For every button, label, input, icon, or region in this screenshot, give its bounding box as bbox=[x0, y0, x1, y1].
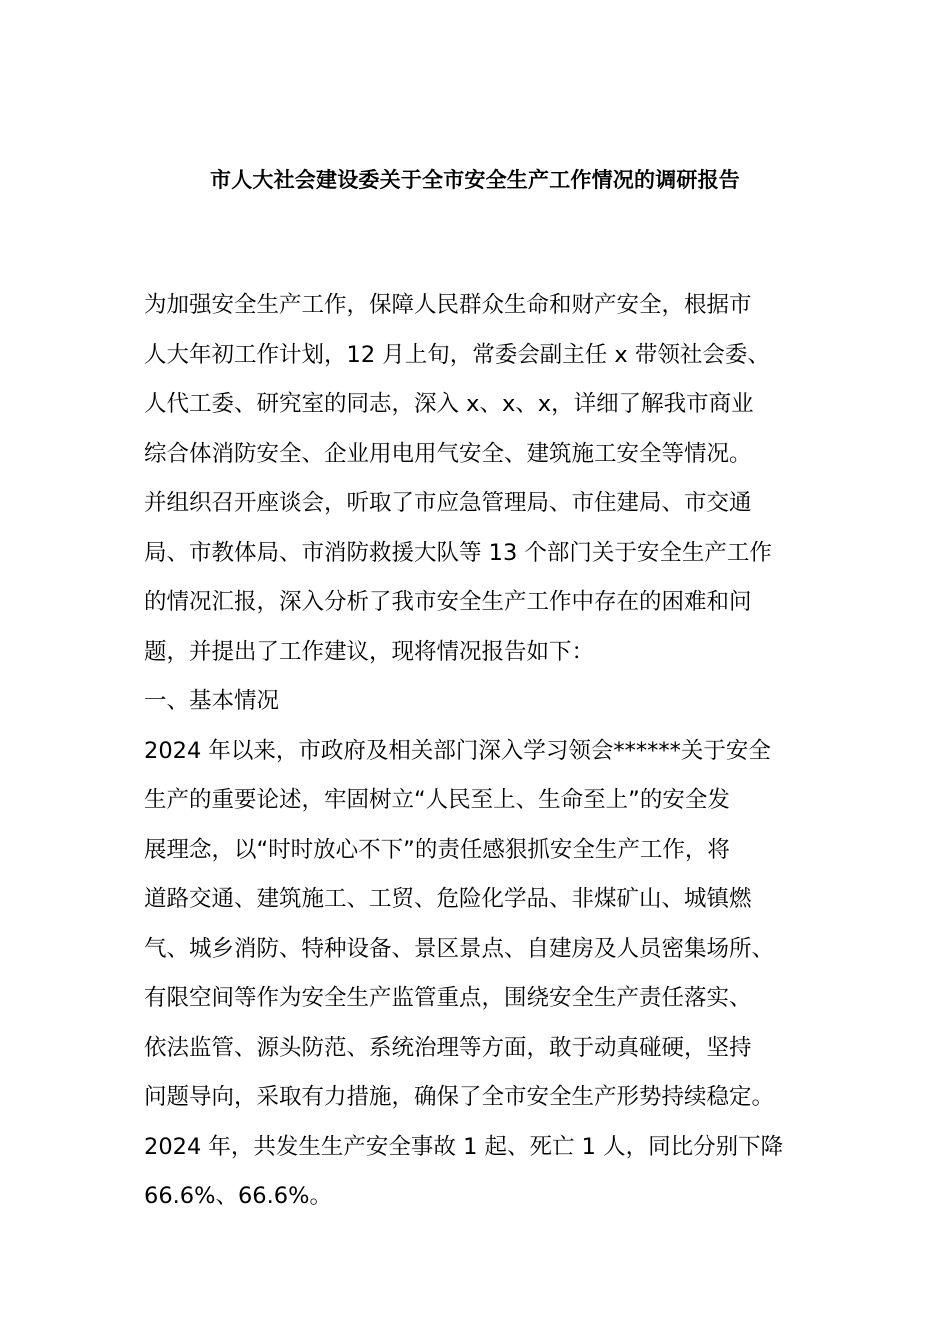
body-line: 并组织召开座谈会，听取了市应急管理局、市住建局、市交通 bbox=[144, 490, 752, 516]
body-line: 依法监管、源头防范、系统治理等方面，敢于动真碰硬，坚持 bbox=[144, 1034, 752, 1061]
document-body bbox=[144, 281, 824, 1222]
body-line: 生产的重要论述，牢固树立“人民至上、生命至上”的安全发 bbox=[144, 787, 730, 813]
body-line: 人大年初工作计划，12 月上旬，常委会副主任 x 带领社会委、 bbox=[144, 341, 770, 368]
body-line: 有限空间等作为安全生产监管重点，围绕安全生产责任落实、 bbox=[144, 985, 752, 1011]
body-line: 气、城乡消防、特种设备、景区景点、自建房及人员密集场所、 bbox=[144, 935, 775, 962]
document-title: 市人大社会建设委关于全市安全生产工作情况的调研报告 bbox=[210, 168, 740, 192]
body-line: 人代工委、研究室的同志，深入 x、x、x，详细了解我市商业 bbox=[144, 391, 754, 417]
section-heading: 一、基本情况 bbox=[144, 688, 280, 714]
body-line: 局、市教体局、市消防救援大队等 13 个部门关于安全生产工作 bbox=[144, 539, 772, 566]
body-line: 2024 年，共发生生产安全事故 1 起、死亡 1 人，同比分别下降 bbox=[144, 1133, 784, 1160]
body-line: 为加强安全生产工作，保障人民群众生命和财产安全，根据市 bbox=[144, 292, 752, 318]
body-line: 问题导向，采取有力措施，确保了全市安全生产形势持续稳定。 bbox=[144, 1084, 775, 1110]
body-line: 66.6%、66.6%。 bbox=[144, 1183, 332, 1209]
body-line: 2024 年以来，市政府及相关部门深入学习领会******关于安全 bbox=[144, 737, 771, 764]
body-line: 的情况汇报，深入分析了我市安全生产工作中存在的困难和问 bbox=[144, 589, 752, 615]
body-line: 展理念，以“时时放心不下”的责任感狠抓安全生产工作，将 bbox=[144, 836, 730, 863]
body-line: 综合体消防安全、企业用电用气安全、建筑施工安全等情况。 bbox=[144, 440, 752, 467]
body-line: 道路交通、建筑施工、工贸、危险化学品、非煤矿山、城镇燃 bbox=[144, 886, 752, 912]
body-line: 题，并提出了工作建议，现将情况报告如下： bbox=[144, 638, 595, 665]
